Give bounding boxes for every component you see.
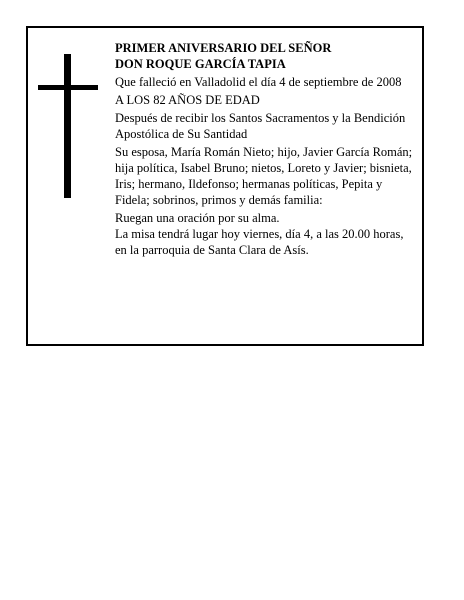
family-list: Su esposa, María Román Nieto; hijo, Javier García Román; hija política, Isabel Bruno; nietos, Loreto y Javier; bisnieta, Iris; hermano, Ildefonso; hermanas políticas, Pepita y Fidela; sobrinos, primos y demás familia: <box>115 145 413 207</box>
sacraments-text: Después de recibir los Santos Sacramentos y la Bendición Apostólica de Su Santidad <box>115 111 406 141</box>
deceased-name: DON ROQUE GARCÍA TAPIA <box>115 57 286 71</box>
notice-content <box>115 40 415 258</box>
age-at-death: A LOS 82 AÑOS DE EDAD <box>115 93 260 107</box>
prayer-request: Ruegan una oración por su alma. <box>115 211 280 225</box>
obituary-notice <box>26 26 424 346</box>
notice-title-line1: PRIMER ANIVERSARIO DEL SEÑOR <box>115 41 332 55</box>
death-info: Que falleció en Valladolid el día 4 de septiembre de 2008 <box>115 75 402 89</box>
mass-info: La misa tendrá lugar hoy viernes, día 4, a las 20.00 horas, en la parroquia de Santa Clara de Asís. <box>115 227 404 257</box>
cross-icon <box>38 54 98 198</box>
cross-vertical-bar <box>64 54 71 198</box>
cross-horizontal-bar <box>38 85 98 90</box>
